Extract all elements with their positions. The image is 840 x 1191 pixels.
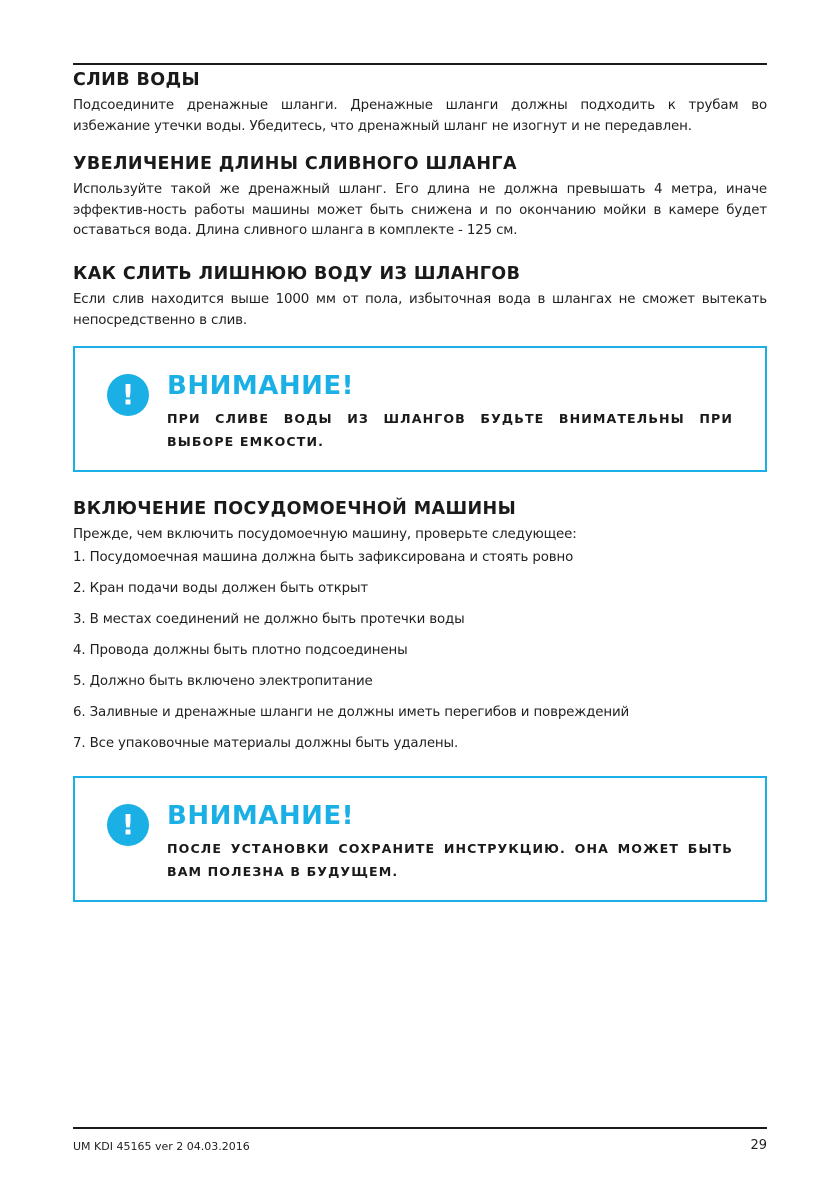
list-item: 7. Все упаковочные материалы должны быть удалены.	[73, 735, 459, 751]
list-item: 2. Кран подачи воды должен быть открыт	[73, 580, 369, 596]
section-text: Если слив находится выше 1000 мм от пола, избыточная вода в шлангах не сможет вытекать непосредственно в слив.	[73, 292, 767, 328]
section-extension	[73, 152, 767, 242]
section-title: УВЕЛИЧЕНИЕ ДЛИНЫ СЛИВНОГО ШЛАНГА	[73, 154, 517, 174]
page-number: 29	[750, 1138, 767, 1153]
list-item: 6. Заливные и дренажные шланги не должны иметь перегибов и повреждений	[73, 704, 630, 720]
warning-text: ПРИ СЛИВЕ ВОДЫ ИЗ ШЛАНГОВ БУДЬТЕ ВНИМАТЕЛЬНЫ ПРИ ВЫБОРЕ ЕМКОСТИ.	[167, 411, 733, 449]
list-item: 3. В местах соединений не должно быть протечки воды	[73, 611, 465, 627]
section-drain	[73, 68, 767, 137]
warning-title: ВНИМАНИЕ!	[167, 801, 354, 831]
list-item: 1. Посудомоечная машина должна быть зафиксирована и стоять ровно	[73, 549, 574, 565]
bottom-divider	[73, 1127, 767, 1129]
warning-box	[73, 776, 767, 902]
top-divider	[73, 63, 767, 65]
warning-text: ПОСЛЕ УСТАНОВКИ СОХРАНИТЕ ИНСТРУКЦИЮ. ОНА МОЖЕТ БЫТЬ ВАМ ПОЛЕЗНА В БУДУЩЕМ.	[167, 841, 733, 879]
list-item: 5. Должно быть включено электропитание	[73, 673, 373, 689]
exclamation-icon: !	[107, 374, 149, 416]
section-title: ВКЛЮЧЕНИЕ ПОСУДОМОЕЧНОЙ МАШИНЫ	[73, 499, 517, 519]
section-title: КАК СЛИТЬ ЛИШНЮЮ ВОДУ ИЗ ШЛАНГОВ	[73, 264, 521, 284]
checklist	[73, 548, 767, 765]
warning-title: ВНИМАНИЕ!	[167, 371, 354, 401]
warning-box	[73, 346, 767, 472]
manual-page	[73, 0, 767, 1191]
section-title: СЛИВ ВОДЫ	[73, 70, 200, 90]
section-text: Подсоедините дренажные шланги. Дренажные шланги должны подходить к трубам во избежание утечки воды. Убедитесь, что дренажный шланг не изогнут и не передавлен.	[73, 98, 767, 134]
section-intro: Прежде, чем включить посудомоечную машину, проверьте следующее:	[73, 527, 577, 542]
list-item: 4. Провода должны быть плотно подсоединены	[73, 642, 408, 658]
exclamation-icon: !	[107, 804, 149, 846]
section-text: Используйте такой же дренажный шланг. Его длина не должна превышать 4 метра, иначе эффектив-ность работы машины может быть снижена и по окончанию мойки в камере будет оставаться вода. Длина сливного шланга в комплекте - 125 см.	[73, 182, 767, 238]
section-power-on	[73, 497, 767, 765]
document-reference: UM KDI 45165 ver 2 04.03.2016	[73, 1140, 250, 1153]
section-excess-water	[73, 262, 767, 331]
